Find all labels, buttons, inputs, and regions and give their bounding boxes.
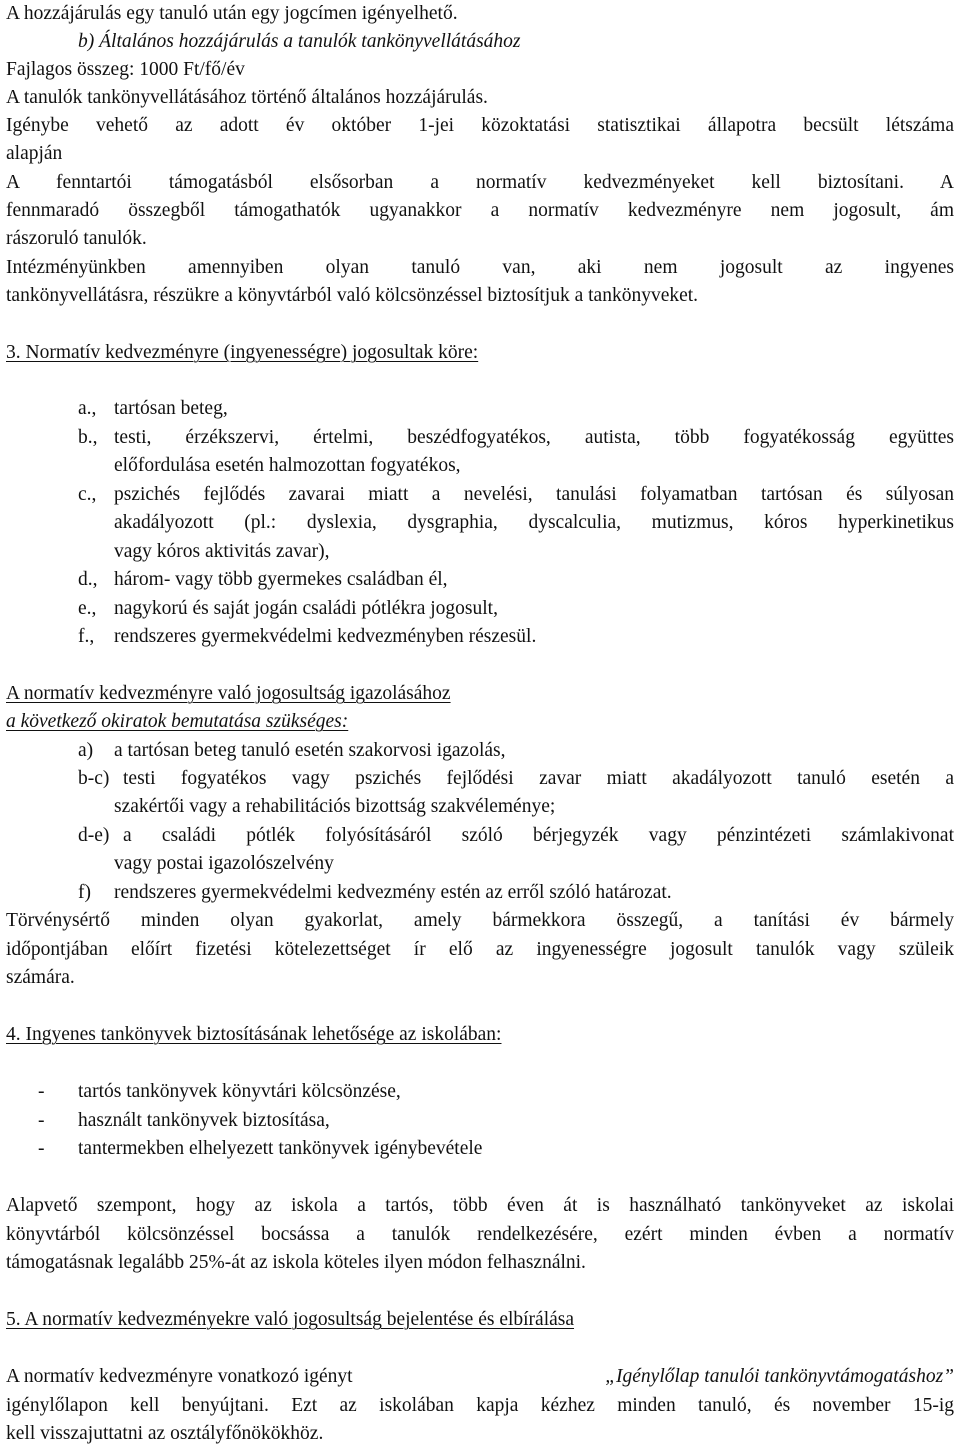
text-line: Törvénysértő minden olyan gyakorlat, amely bármekkora összegű, a tanítási év bármely bbox=[6, 910, 954, 931]
list-text: szakértői vagy a rehabilitációs bizottság szakvéleménye; bbox=[114, 796, 556, 817]
list-marker: d-e) bbox=[78, 825, 110, 846]
text-line: fennmaradó összegből támogathatók ugyanakkor a normatív kedvezményre nem jogosult, ám bbox=[6, 200, 954, 221]
text-line: Igénybe vehető az adott év október 1-jei közoktatási statisztikai állapotra becsült létszáma bbox=[6, 115, 954, 136]
list-text: vagy postai igazolószelvény bbox=[114, 853, 334, 874]
list-marker: f., bbox=[78, 626, 95, 647]
list-text: a tartósan beteg tanuló esetén szakorvosi igazolás, bbox=[114, 740, 506, 761]
subsection-title: b) Általános hozzájárulás a tanulók tankönyvellátásához bbox=[78, 31, 521, 52]
text-line: rászoruló tanulók. bbox=[6, 228, 147, 249]
list-text: előfordulása esetén halmozottan fogyatékos, bbox=[114, 455, 461, 476]
text-line: igénylőlapon kell benyújtani. Ezt az iskolában kapja kézhez minden tanuló, és november 15-ig bbox=[6, 1395, 954, 1416]
list-text: tartós tankönyvek könyvtári kölcsönzése, bbox=[78, 1081, 401, 1102]
bullet-marker: - bbox=[38, 1081, 45, 1102]
list-marker: a., bbox=[78, 398, 97, 419]
list-text: három- vagy több gyermekes családban él, bbox=[114, 569, 448, 590]
list-marker: f) bbox=[78, 882, 91, 903]
list-text: vagy kóros aktivitás zavar), bbox=[114, 541, 330, 562]
text-line: tankönyvellátásra, részükre a könyvtárból való kölcsönzéssel biztosítjuk a tankönyveket. bbox=[6, 285, 699, 306]
text-segment: A normatív kedvezményre vonatkozó igényt bbox=[6, 1366, 353, 1387]
text-line: alapján bbox=[6, 143, 63, 164]
list-marker: e., bbox=[78, 598, 97, 619]
text-line: időpontjában előírt fizetési kötelezettséget ír elő az ingyenességre jogosult tanulók vagy szüleik bbox=[6, 939, 954, 960]
form-name: „Igénylőlap tanulói tankönyvtámogatáshoz” bbox=[605, 1366, 954, 1387]
list-text: tartósan beteg, bbox=[114, 398, 228, 419]
list-text: testi, érzékszervi, értelmi, beszédfogyatékos, autista, több fogyatékosság együttes bbox=[114, 427, 954, 448]
text-line: Alapvető szempont, hogy az iskola a tartós, több éven át is használható tankönyveket az iskolai bbox=[6, 1195, 954, 1216]
list-text: akadályozott (pl.: dyslexia, dysgraphia, dyscalculia, mutizmus, kóros hyperkinetikus bbox=[114, 512, 954, 533]
section-heading: 5. A normatív kedvezményekre való jogosultság bejelentése és elbírálása bbox=[6, 1309, 575, 1330]
list-marker: d., bbox=[78, 569, 98, 590]
text-line: könyvtárból kölcsönzéssel bocsássa a tanulók rendelkezésére, ezért minden évben a normatív bbox=[6, 1224, 954, 1245]
list-text: nagykorú és saját jogán családi pótlékra jogosult, bbox=[114, 598, 498, 619]
section-heading: 4. Ingyenes tankönyvek biztosításának lehetősége az iskolában: bbox=[6, 1024, 502, 1045]
list-text: tantermekben elhelyezett tankönyvek igénybevétele bbox=[78, 1138, 483, 1159]
bullet-marker: - bbox=[38, 1138, 45, 1159]
list-text: rendszeres gyermekvédelmi kedvezményben részesül. bbox=[114, 626, 537, 647]
text-line: Intézményünkben amennyiben olyan tanuló van, aki nem jogosult az ingyenes bbox=[6, 257, 954, 278]
list-text: testi fogyatékos vagy pszichés fejlődési zavar miatt akadályozott tanuló esetén a bbox=[123, 768, 954, 789]
list-text: a családi pótlék folyósításáról szóló bérjegyzék vagy pénzintézeti számlakivonat bbox=[123, 825, 954, 846]
list-marker: b., bbox=[78, 427, 98, 448]
proof-heading: A normatív kedvezményre való jogosultság igazolásához bbox=[6, 683, 451, 704]
text-line: kell visszajuttatni az osztályfőnökökhöz. bbox=[6, 1423, 324, 1444]
list-marker: a) bbox=[78, 740, 94, 761]
list-text: használt tankönyvek biztosítása, bbox=[78, 1110, 330, 1131]
list-marker: c., bbox=[78, 484, 97, 505]
list-marker: b-c) bbox=[78, 768, 110, 789]
bullet-marker: - bbox=[38, 1110, 45, 1131]
text-line: támogatásnak legalább 25%-át az iskola köteles ilyen módon felhasználni. bbox=[6, 1252, 586, 1273]
text-line: Fajlagos összeg: 1000 Ft/fő/év bbox=[6, 59, 245, 80]
list-text: rendszeres gyermekvédelmi kedvezmény estén az erről szóló határozat. bbox=[114, 882, 672, 903]
section-heading: 3. Normatív kedvezményre (ingyenességre) jogosultak köre: bbox=[6, 342, 479, 363]
proof-subheading: a következő okiratok bemutatása szükséges: bbox=[6, 711, 349, 732]
text-line: számára. bbox=[6, 967, 75, 988]
text-line bbox=[6, 1366, 954, 1388]
text-line: A hozzájárulás egy tanuló után egy jogcímen igényelhető. bbox=[6, 3, 458, 24]
text-line: A fenntartói támogatásból elsősorban a normatív kedvezményeket kell biztosítani. A bbox=[6, 172, 954, 193]
text-line: A tanulók tankönyvellátásához történő általános hozzájárulás. bbox=[6, 87, 488, 108]
list-text: pszichés fejlődés zavarai miatt a nevelési, tanulási folyamatban tartósan és súlyosan bbox=[114, 484, 954, 505]
